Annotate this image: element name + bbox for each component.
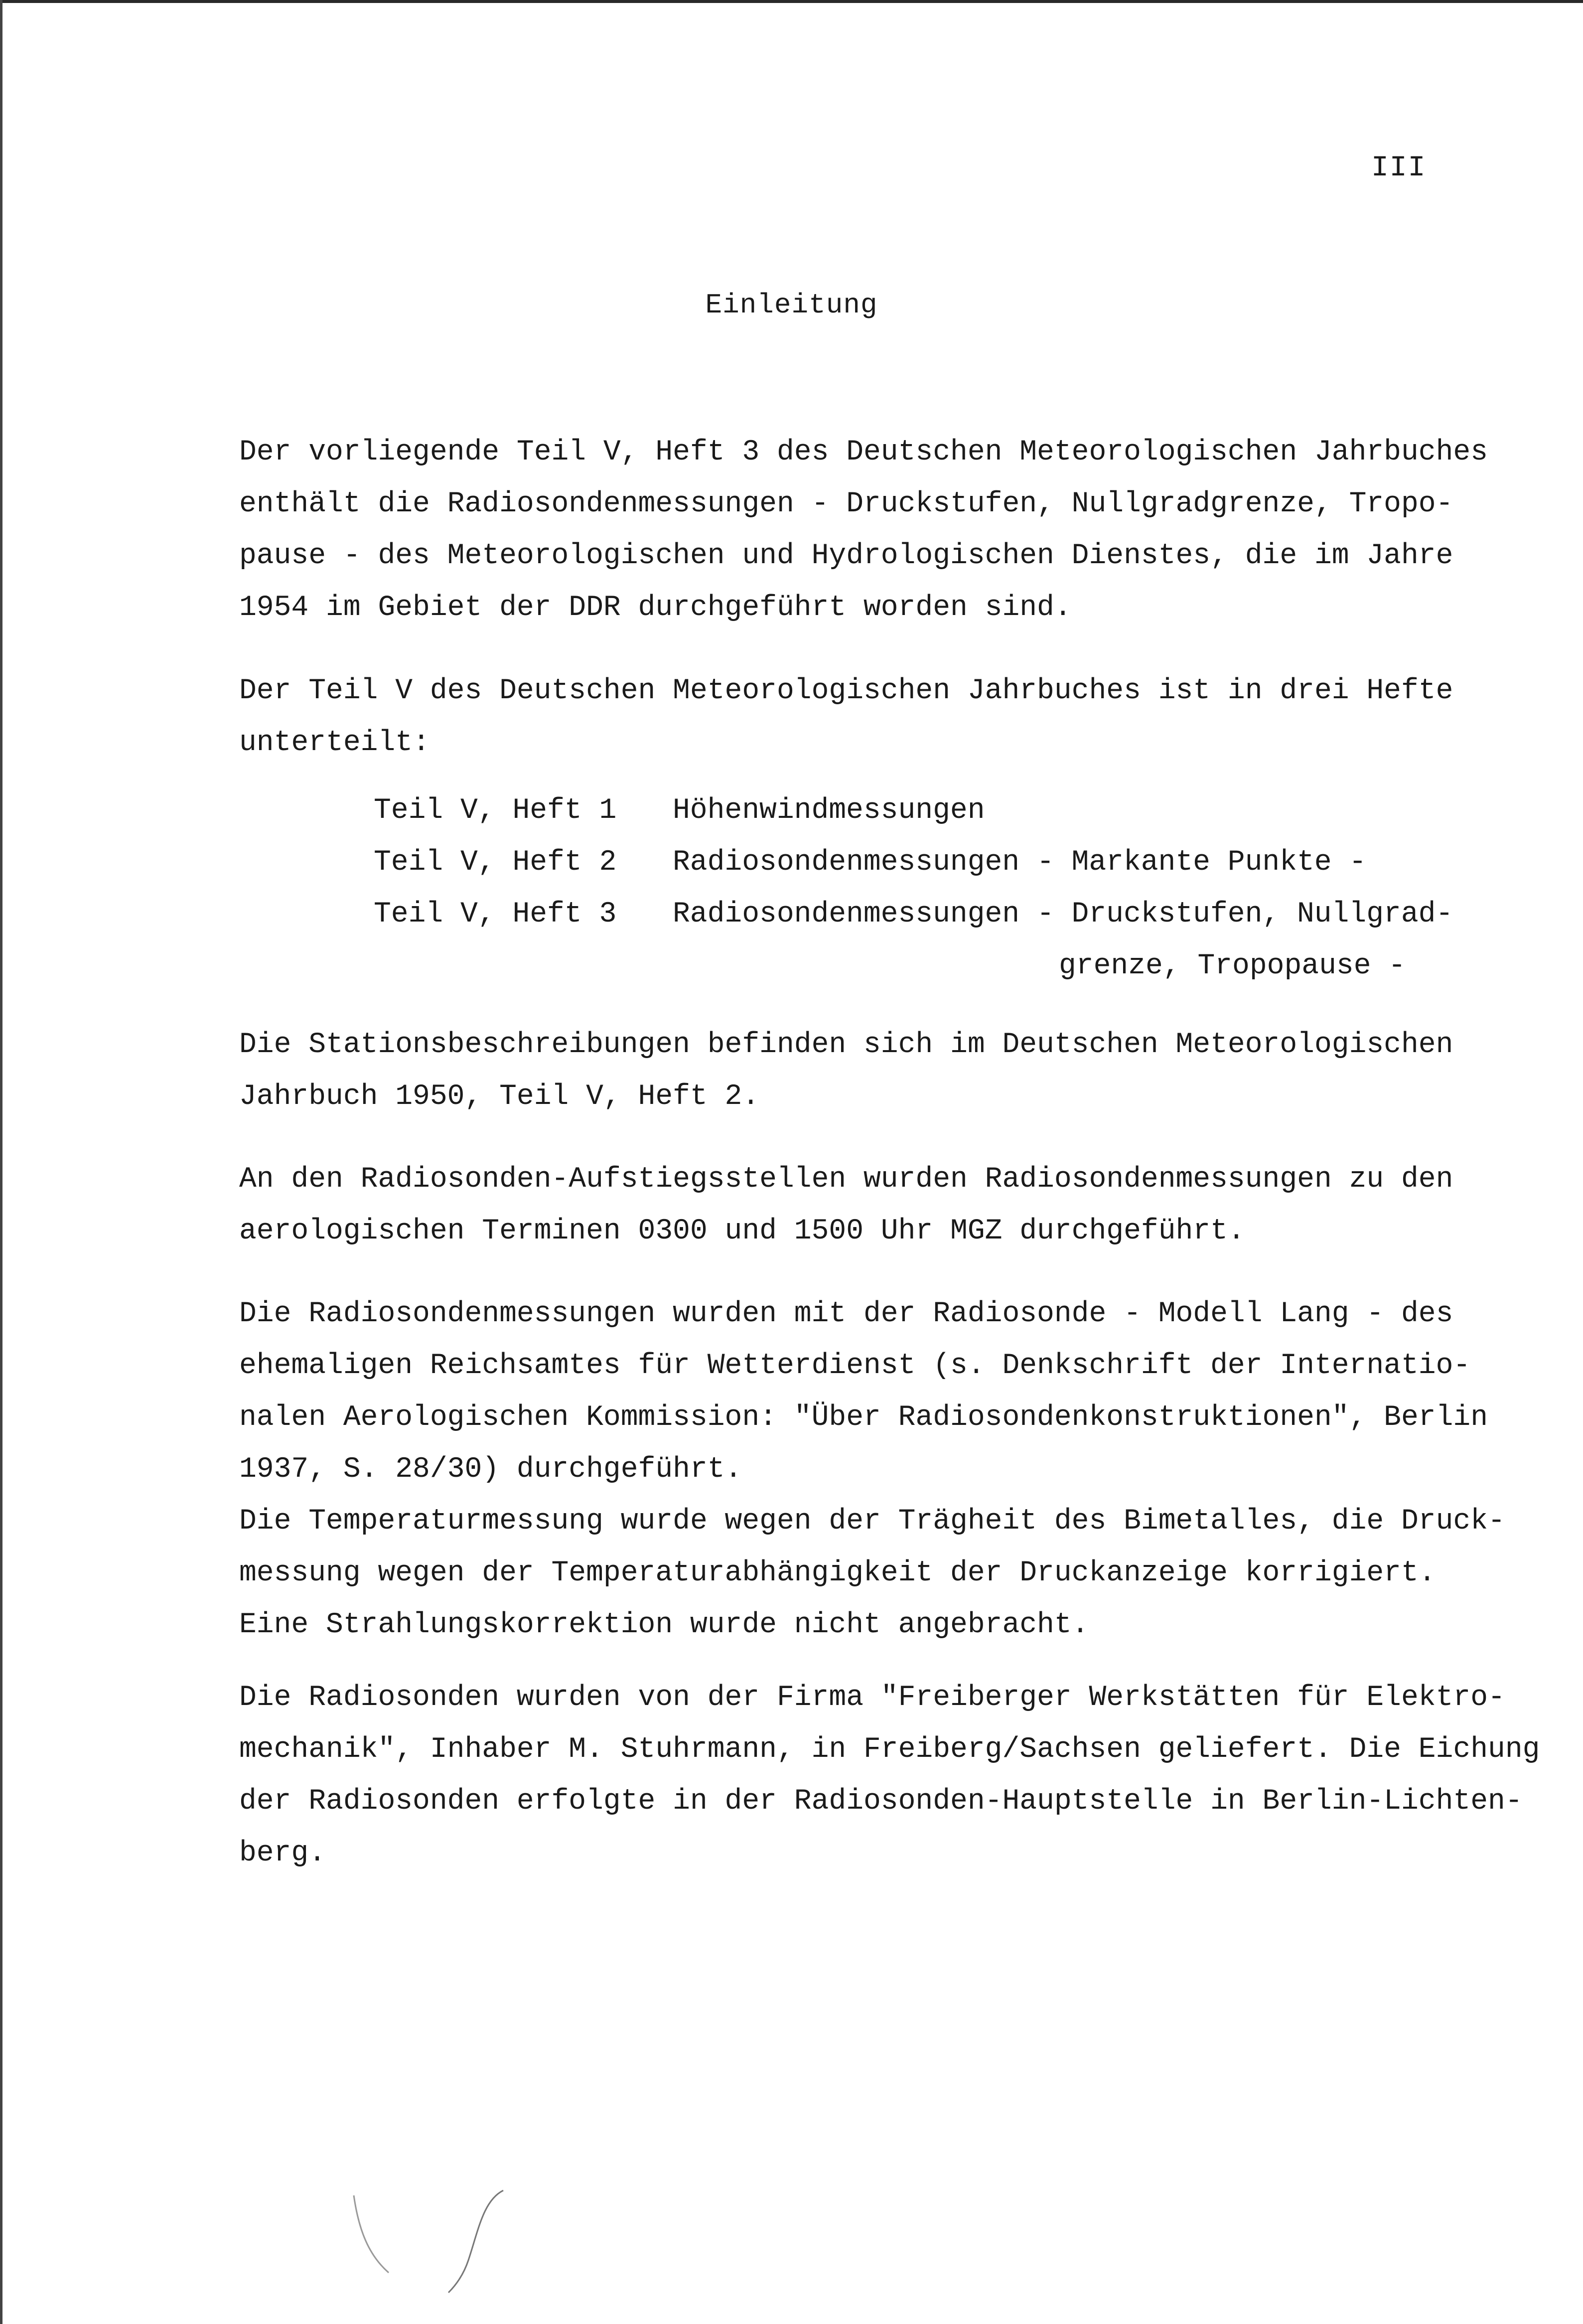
part-label: Teil V, Heft 3 — [374, 898, 617, 930]
part-topic: Radiosondenmessungen - Markante Punkte - — [673, 846, 1367, 879]
parts-list-item — [374, 889, 1520, 940]
part-topic: Höhenwindmessungen — [673, 794, 985, 827]
page-left-edge — [0, 0, 2, 2324]
parts-list-item — [374, 785, 1520, 837]
part-label: Teil V, Heft 1 — [374, 794, 617, 827]
parts-list-item — [374, 837, 1520, 889]
parts-list — [374, 785, 1520, 992]
part-topic: Radiosondenmessungen - Druckstufen, Nullgrad- — [673, 898, 1453, 930]
paragraph-parts-overview: Der Teil V des Deutschen Meteorologischen Jahrbuches ist in drei Hefte unterteilt: — [239, 675, 1453, 759]
paragraph-intro: Der vorliegende Teil V, Heft 3 des Deutschen Meteorologischen Jahrbuches enthält die Radiosondenmessungen - Druckstufen, Nullgradgrenze, Tropo- pause - des Meteorologischen und Hydrologischen Dienstes, die im Jahre 1954 im Gebiet der DDR durchgeführt worden sind. — [239, 436, 1488, 624]
page-title: Einleitung — [705, 289, 878, 321]
pen-mark — [344, 2185, 523, 2295]
page-top-edge — [0, 0, 1583, 3]
parts-list-item-continuation — [374, 940, 1520, 992]
part-label: Teil V, Heft 2 — [374, 846, 617, 879]
paragraph-supplier: Die Radiosonden wurden von der Firma "Freiberger Werkstätten für Elektro- mechanik", Inhaber M. Stuhrmann, in Freiberg/Sachsen geliefert. Die Eichung der Radiosonden erfolgte in der Radiosonden-Hauptstelle in Berlin-Lichten- berg. — [239, 1682, 1540, 1869]
paragraph-station-descriptions: Die Stationsbeschreibungen befinden sich im Deutschen Meteorologischen Jahrbuch 1950, Teil V, Heft 2. — [239, 1029, 1453, 1113]
paragraph-measurement-method: Die Radiosondenmessungen wurden mit der Radiosonde - Modell Lang - des ehemaligen Reichsamtes für Wetterdienst (s. Denkschrift der Internatio- nalen Aerologischen Kommission: "Über Radiosondenkonstruktionen", Berlin 1937, S. 28/30) durchgeführt. Die Temperaturmessung wurde wegen der Trägheit des Bimetalles, die Druck- messung wegen der Temperaturabhängigkeit der Druckanzeige korrigiert. Eine Strahlungskorrektion wurde nicht angebracht. — [239, 1298, 1505, 1641]
page-number: III — [1371, 152, 1427, 184]
part-topic-continuation: grenze, Tropopause - — [1059, 950, 1406, 982]
paragraph-launch-times: An den Radiosonden-Aufstiegsstellen wurden Radiosondenmessungen zu den aerologischen Terminen 0300 und 1500 Uhr MGZ durchgeführt. — [239, 1163, 1453, 1247]
